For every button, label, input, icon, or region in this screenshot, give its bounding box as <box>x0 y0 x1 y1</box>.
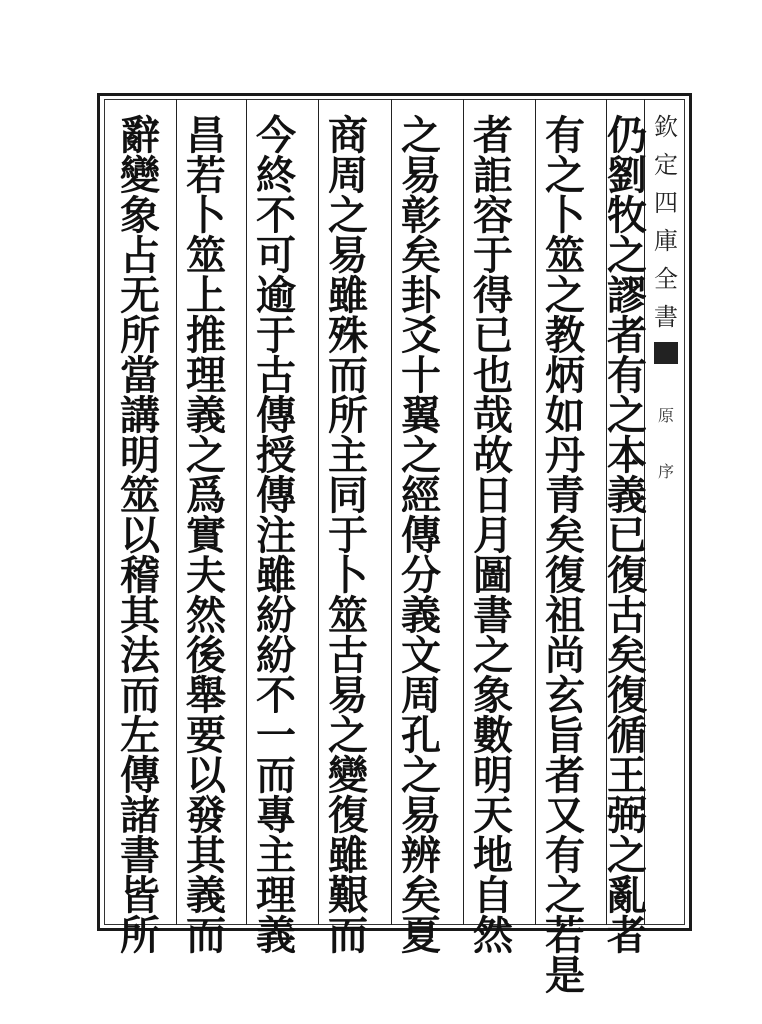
text-char: 理 <box>256 872 296 919</box>
text-char: 之 <box>328 192 368 239</box>
text-char: 數 <box>473 712 513 759</box>
text-char: 所 <box>328 392 368 439</box>
text-char: 翼 <box>401 392 441 439</box>
text-char: 无 <box>120 272 160 319</box>
text-char: 明 <box>473 752 513 799</box>
text-char: 理 <box>186 352 226 399</box>
text-char: 文 <box>401 632 441 679</box>
text-char: 其 <box>120 592 160 639</box>
text-char: 天 <box>473 792 513 839</box>
fish-tail-mark-icon <box>654 342 678 364</box>
text-char: 然 <box>186 592 226 639</box>
text-char: 傳 <box>120 752 160 799</box>
text-char: 而 <box>256 752 296 799</box>
text-char: 于 <box>328 512 368 559</box>
column-rule <box>246 99 247 925</box>
text-char: 本 <box>607 432 647 479</box>
text-char: 爲 <box>186 472 226 519</box>
text-char: 于 <box>473 232 513 279</box>
text-char: 專 <box>256 792 296 839</box>
text-char: 復 <box>328 792 368 839</box>
text-char: 卦 <box>401 272 441 319</box>
text-char: 其 <box>186 832 226 879</box>
margin-title-char: 四 <box>654 189 678 217</box>
text-char: 復 <box>607 552 647 599</box>
text-char: 雖 <box>328 832 368 879</box>
text-char: 逾 <box>256 272 296 319</box>
text-char: 玄 <box>545 672 585 719</box>
text-char: 詎 <box>473 152 513 199</box>
text-column-3 <box>465 112 521 959</box>
text-char: 易 <box>401 152 441 199</box>
text-char: 左 <box>120 712 160 759</box>
text-char: 而 <box>120 672 160 719</box>
text-char: 之 <box>545 872 585 919</box>
text-char: 祖 <box>545 592 585 639</box>
text-char: 雖 <box>328 272 368 319</box>
text-char: 之 <box>607 832 647 879</box>
text-char: 義 <box>256 912 296 959</box>
column-rule <box>535 99 536 925</box>
text-char: 自 <box>473 872 513 919</box>
text-char: 占 <box>120 232 160 279</box>
text-char: 謬 <box>607 272 647 319</box>
text-char: 注 <box>256 512 296 559</box>
column-rule <box>318 99 319 925</box>
text-char: 一 <box>256 712 296 759</box>
text-char: 之 <box>607 232 647 279</box>
text-char: 變 <box>120 152 160 199</box>
text-char: 劉 <box>607 152 647 199</box>
text-char: 而 <box>328 352 368 399</box>
text-char: 實 <box>186 512 226 559</box>
text-char: 卜 <box>186 192 226 239</box>
margin-title-char: 庫 <box>654 227 678 255</box>
text-char: 今 <box>256 112 296 159</box>
margin-title-char: 定 <box>654 151 678 179</box>
text-char: 易 <box>328 672 368 719</box>
text-char: 之 <box>545 152 585 199</box>
text-char: 有 <box>545 832 585 879</box>
text-char: 舉 <box>186 672 226 719</box>
text-char: 傳 <box>401 512 441 559</box>
text-char: 夏 <box>401 912 441 959</box>
text-char: 易 <box>401 792 441 839</box>
text-char: 之 <box>186 432 226 479</box>
text-char: 辨 <box>401 832 441 879</box>
text-column-7 <box>178 112 234 959</box>
margin-section-char: 序 <box>657 462 674 481</box>
text-char: 義 <box>607 472 647 519</box>
text-column-6 <box>248 112 304 959</box>
text-char: 若 <box>186 152 226 199</box>
text-char: 法 <box>120 632 160 679</box>
text-char: 若 <box>545 912 585 959</box>
text-char: 主 <box>256 832 296 879</box>
text-char: 講 <box>120 392 160 439</box>
text-char: 故 <box>473 432 513 479</box>
text-char: 之 <box>401 752 441 799</box>
text-char: 以 <box>120 512 160 559</box>
text-char: 之 <box>328 712 368 759</box>
text-char: 有 <box>545 112 585 159</box>
text-char: 復 <box>607 672 647 719</box>
text-char: 牧 <box>607 192 647 239</box>
text-char: 紛 <box>256 632 296 679</box>
text-char: 卜 <box>545 192 585 239</box>
text-char: 炳 <box>545 352 585 399</box>
column-rule <box>391 99 392 925</box>
text-char: 辭 <box>120 112 160 159</box>
text-char: 古 <box>256 352 296 399</box>
text-char: 筮 <box>328 592 368 639</box>
text-char: 孔 <box>401 712 441 759</box>
text-char: 傳 <box>256 392 296 439</box>
text-char: 已 <box>473 312 513 359</box>
text-char: 昌 <box>186 112 226 159</box>
text-char: 義 <box>186 872 226 919</box>
text-char: 有 <box>607 352 647 399</box>
text-char: 以 <box>186 752 226 799</box>
text-char: 商 <box>328 112 368 159</box>
text-char: 夫 <box>186 552 226 599</box>
text-column-4 <box>393 112 449 959</box>
text-char: 皆 <box>120 872 160 919</box>
text-char: 諸 <box>120 792 160 839</box>
text-char: 亂 <box>607 872 647 919</box>
text-char: 義 <box>401 592 441 639</box>
text-char: 書 <box>120 832 160 879</box>
text-char: 者 <box>545 752 585 799</box>
text-char: 月 <box>473 512 513 559</box>
text-char: 又 <box>545 792 585 839</box>
text-char: 書 <box>473 592 513 639</box>
text-char: 艱 <box>328 872 368 919</box>
text-char: 者 <box>473 112 513 159</box>
text-char: 者 <box>607 912 647 959</box>
text-char: 然 <box>473 912 513 959</box>
margin-title-char: 欽 <box>654 113 678 141</box>
text-char: 十 <box>401 352 441 399</box>
text-char: 不 <box>256 672 296 719</box>
text-char: 而 <box>328 912 368 959</box>
text-char: 循 <box>607 712 647 759</box>
text-char: 周 <box>401 672 441 719</box>
text-char: 古 <box>328 632 368 679</box>
text-char: 尚 <box>545 632 585 679</box>
column-rule <box>463 99 464 925</box>
text-char: 矣 <box>401 232 441 279</box>
text-char: 主 <box>328 432 368 479</box>
text-char: 象 <box>473 672 513 719</box>
text-char: 所 <box>120 312 160 359</box>
text-char: 之 <box>607 392 647 439</box>
text-char: 稽 <box>120 552 160 599</box>
text-char: 弼 <box>607 792 647 839</box>
text-char: 之 <box>401 112 441 159</box>
text-char: 推 <box>186 312 226 359</box>
text-char: 卜 <box>328 552 368 599</box>
text-char: 同 <box>328 472 368 519</box>
text-char: 已 <box>607 512 647 559</box>
text-column-5 <box>320 112 376 959</box>
text-char: 雖 <box>256 552 296 599</box>
column-rule <box>176 99 177 925</box>
text-char: 之 <box>545 272 585 319</box>
text-char: 要 <box>186 712 226 759</box>
text-char: 終 <box>256 152 296 199</box>
text-char: 可 <box>256 232 296 279</box>
text-char: 後 <box>186 632 226 679</box>
text-char: 上 <box>186 272 226 319</box>
text-char: 不 <box>256 192 296 239</box>
text-char: 之 <box>473 632 513 679</box>
text-char: 傳 <box>256 472 296 519</box>
text-char: 哉 <box>473 392 513 439</box>
text-char: 日 <box>473 472 513 519</box>
text-char: 筮 <box>545 232 585 279</box>
text-char: 易 <box>328 232 368 279</box>
text-char: 所 <box>120 912 160 959</box>
text-char: 變 <box>328 752 368 799</box>
text-char: 矣 <box>607 632 647 679</box>
text-char: 經 <box>401 472 441 519</box>
text-char: 分 <box>401 552 441 599</box>
text-char: 者 <box>607 312 647 359</box>
text-char: 而 <box>186 912 226 959</box>
text-char: 旨 <box>545 712 585 759</box>
text-char: 周 <box>328 152 368 199</box>
text-char: 教 <box>545 312 585 359</box>
text-char: 矣 <box>401 872 441 919</box>
text-char: 當 <box>120 352 160 399</box>
text-column-2 <box>537 112 593 999</box>
text-column-8 <box>112 112 168 959</box>
text-char: 是 <box>545 952 585 999</box>
margin-title-char: 書 <box>654 303 678 331</box>
text-char: 地 <box>473 832 513 879</box>
text-char: 復 <box>545 552 585 599</box>
text-char: 象 <box>120 192 160 239</box>
text-char: 授 <box>256 432 296 479</box>
text-char: 得 <box>473 272 513 319</box>
text-char: 殊 <box>328 312 368 359</box>
text-char: 爻 <box>401 312 441 359</box>
text-char: 王 <box>607 752 647 799</box>
text-char: 矣 <box>545 512 585 559</box>
text-char: 青 <box>545 472 585 519</box>
text-char: 容 <box>473 192 513 239</box>
text-column-1 <box>607 112 647 959</box>
text-char: 彰 <box>401 192 441 239</box>
text-char: 于 <box>256 312 296 359</box>
text-char: 如 <box>545 392 585 439</box>
text-char: 丹 <box>545 432 585 479</box>
text-char: 筮 <box>186 232 226 279</box>
text-char: 義 <box>186 392 226 439</box>
text-char: 仍 <box>607 112 647 159</box>
text-char: 圖 <box>473 552 513 599</box>
text-char: 明 <box>120 432 160 479</box>
text-char: 發 <box>186 792 226 839</box>
margin-section-char: 原 <box>657 406 674 425</box>
text-char: 古 <box>607 592 647 639</box>
text-char: 筮 <box>120 472 160 519</box>
text-char: 之 <box>401 432 441 479</box>
margin-title-char: 全 <box>654 265 678 293</box>
text-char: 也 <box>473 352 513 399</box>
text-char: 紛 <box>256 592 296 639</box>
margin-column <box>646 108 686 628</box>
